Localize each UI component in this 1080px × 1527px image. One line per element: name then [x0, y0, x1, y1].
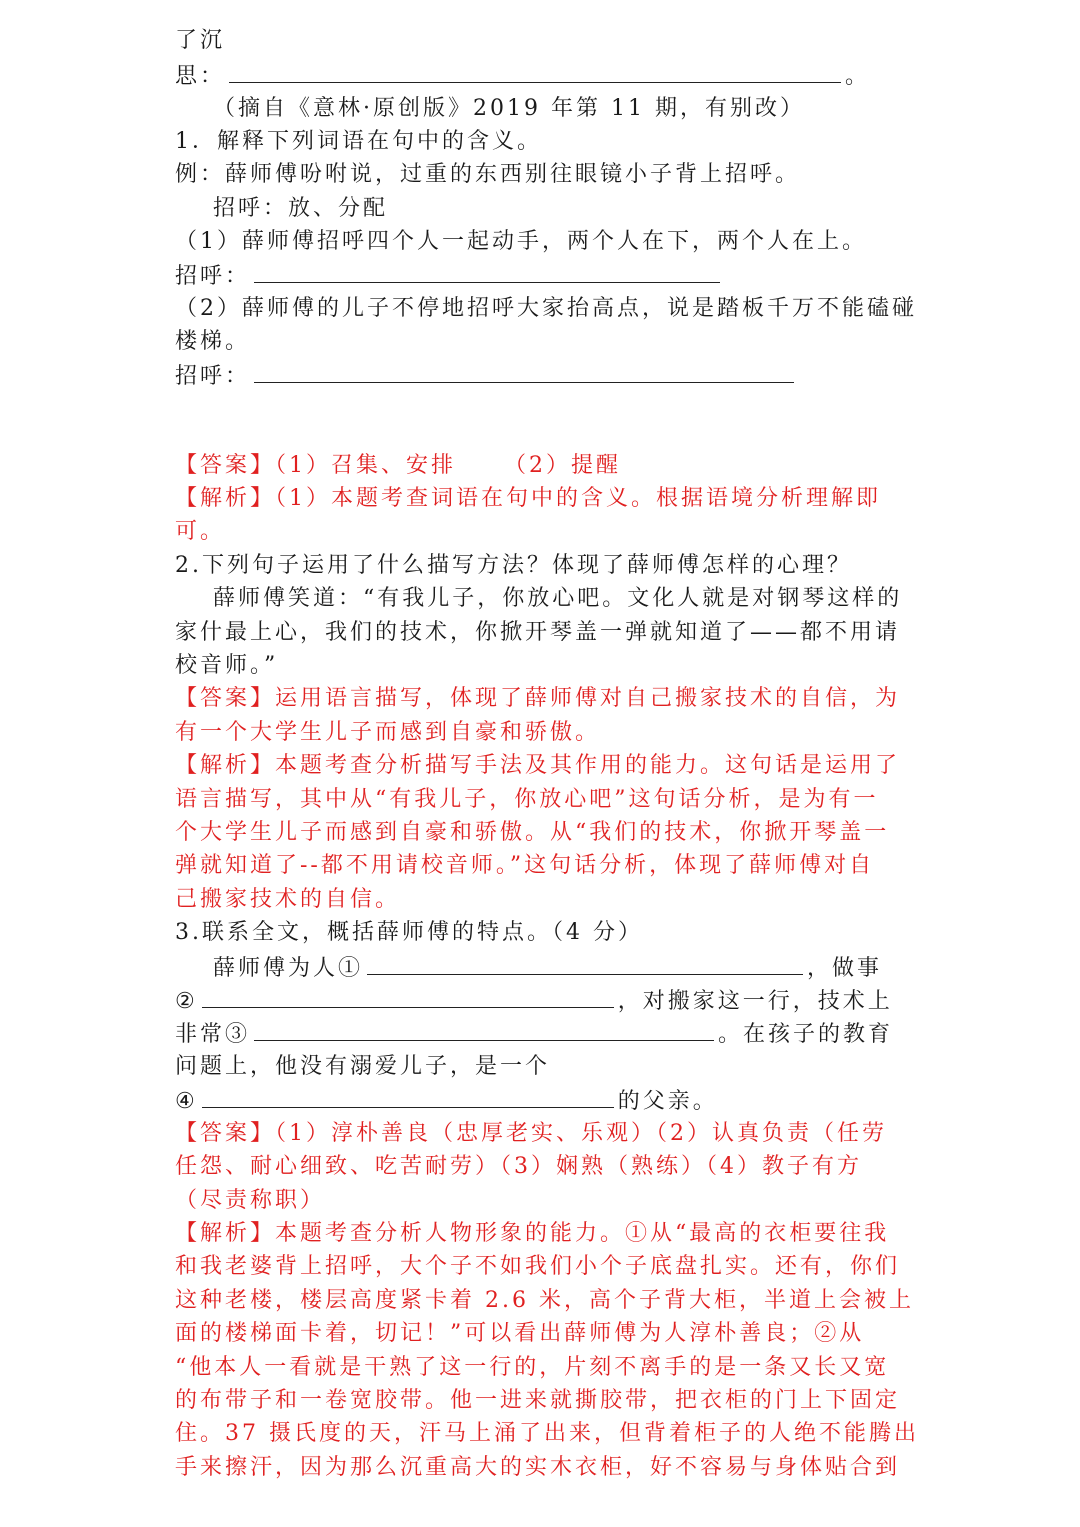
- analysis-tag: 【解析】: [175, 1221, 276, 1246]
- answer-2-line: 【答案】运用语言描写，体现了薛师傅对自己搬家技术的自信，为: [175, 686, 901, 711]
- text-line: 的布带子和一卷宽胶带。他一进来就撕胶带，把衣柜的门上下固定: [175, 1388, 901, 1413]
- text-line: 任怨、耐心细致、吃苦耐劳）（3）娴熟（熟练）（4）教子有方: [175, 1154, 862, 1179]
- text-line: 语言描写，其中从“有我儿子，你放心吧”这句话分析，是为有一: [175, 787, 879, 812]
- answer-3-line: 【答案】（1）淳朴善良（忠厚老实、乐观）（2）认真负责（任劳: [175, 1121, 888, 1146]
- text-line: 个大学生儿子而感到自豪和骄傲。从“我们的技术，你掀开琴盖一: [175, 820, 890, 845]
- example-answer: 招呼：放、分配: [213, 196, 389, 221]
- source-line: （摘自《意林·原创版》2019 年第 11 期，有别改）: [213, 96, 805, 121]
- answer-blank[interactable]: [229, 60, 841, 83]
- text-line: 这种老楼，楼层高度紧卡着 2.6 米，高个子背大柜，半道上会被上: [175, 1288, 914, 1313]
- answer-blank[interactable]: [367, 952, 803, 975]
- answer-tag: 【答案】: [175, 453, 276, 478]
- zhaohu-fill-line-1: 招呼：: [175, 260, 724, 292]
- q3-fill-line-2: ② ，对搬家这一行，技术上: [175, 985, 893, 1017]
- text-line: 面的楼梯面卡着，切记！”可以看出薛师傅为人淳朴善良；②从: [175, 1321, 865, 1346]
- question-3-title: 3.联系全文，概括薛师傅的特点。（4 分）: [175, 920, 643, 945]
- text-line: 住。37 摄氏度的天，汗马上涌了出来，但背着柜子的人绝不能腾出: [175, 1421, 919, 1446]
- answer-blank[interactable]: [202, 985, 614, 1008]
- text-line: 弹就知道了--都不用请校音师。”这句话分析，体现了薛师傅对自: [175, 853, 875, 878]
- zhaohu-fill-line-2: 招呼：: [175, 360, 798, 392]
- question-1-sentence-2: （2）薛师傅的儿子不停地招呼大家抬高点，说是踏板千万不能磕碰: [175, 296, 917, 321]
- answer-tag: 【答案】: [175, 686, 276, 711]
- q3-fill-line-3: 非常③ 。在孩子的教育: [175, 1018, 893, 1050]
- text-line: 可。: [175, 519, 226, 544]
- text-line: 和我老婆背上招呼，大个子不如我们小个子底盘扎实。还有，你们: [175, 1254, 901, 1279]
- question-2-title: 2.下列句子运用了什么描写方法？体现了薛师傅怎样的心理？: [175, 553, 852, 578]
- text-line: 有一个大学生儿子而感到自豪和骄傲。: [175, 720, 601, 745]
- q3-fill-line-1: 薛师傅为人① ，做事: [213, 952, 882, 984]
- answer-blank[interactable]: [254, 360, 794, 383]
- quote-line: 薛师傅笑道：“有我儿子，你放心吧。文化人就是对钢琴这样的: [213, 586, 903, 611]
- example-line: 例：薛师傅吩咐说，过重的东西别往眼镜小子背上招呼。: [175, 162, 801, 187]
- analysis-tag: 【解析】: [175, 486, 276, 511]
- analysis-tag: 【解析】: [175, 753, 276, 778]
- analysis-1-line: 【解析】（1）本题考查词语在句中的含义。根据语境分析理解即: [175, 486, 882, 511]
- text-line: 问题上，他没有溺爱儿子，是一个: [175, 1054, 551, 1079]
- answer-blank[interactable]: [254, 260, 720, 283]
- si-fill-line: 思： 。: [175, 60, 870, 92]
- text-line: 己搬家技术的自信。: [175, 887, 401, 912]
- text-line: 了沉: [175, 28, 226, 53]
- quote-line: 校音师。”: [175, 653, 279, 678]
- answer-blank[interactable]: [202, 1085, 614, 1108]
- analysis-2-line: 【解析】本题考查分析描写手法及其作用的能力。这句话是运用了: [175, 753, 901, 778]
- question-1-sentence-1: （1）薛师傅招呼四个人一起动手，两个人在下，两个人在上。: [175, 229, 867, 254]
- q3-fill-line-5: ④ 的父亲。: [175, 1085, 718, 1117]
- analysis-3-line: 【解析】本题考查分析人物形象的能力。①从“最高的衣柜要往我: [175, 1221, 890, 1246]
- text-line: “他本人一看就是干熟了这一行的，片刻不离手的是一条又长又宽: [175, 1355, 890, 1380]
- text-line: 楼梯。: [175, 329, 251, 354]
- question-1-title: 1．解释下列词语在句中的含义。: [175, 129, 542, 154]
- text-line: 手来擦汗，因为那么沉重高大的实木衣柜，好不容易与身体贴合到: [175, 1455, 901, 1480]
- answer-blank[interactable]: [254, 1018, 714, 1041]
- text-line: （尽责称职）: [175, 1188, 326, 1213]
- quote-line: 家什最上心，我们的技术，你掀开琴盖一弹就知道了——都不用请: [175, 620, 901, 645]
- answer-1-line: 【答案】（1）召集、安排 （2）提醒: [175, 453, 622, 478]
- answer-tag: 【答案】: [175, 1121, 276, 1146]
